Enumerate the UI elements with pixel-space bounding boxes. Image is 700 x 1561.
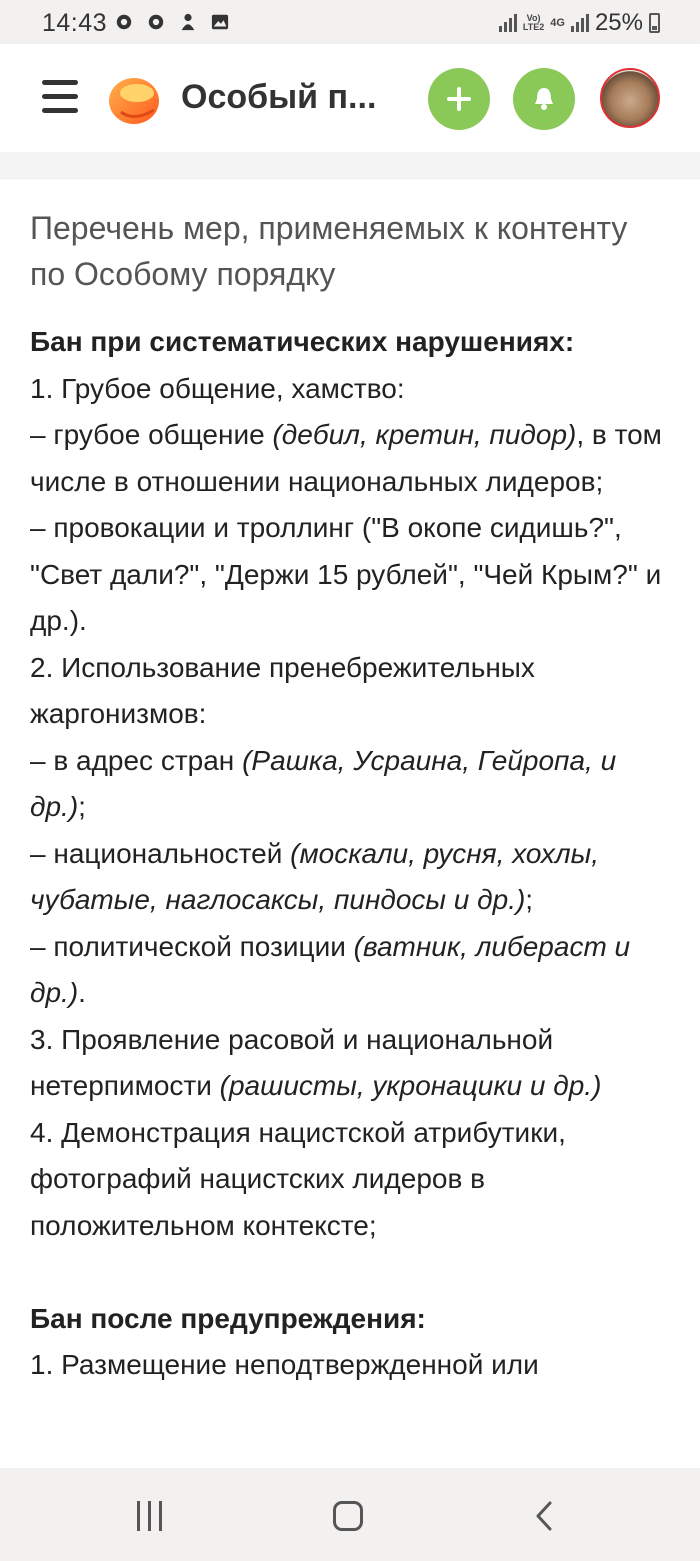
text-span: ;	[525, 884, 534, 915]
list-item	[30, 738, 670, 831]
battery-percent: 25%	[594, 9, 643, 36]
signal-icon	[571, 14, 589, 32]
app-header	[0, 44, 700, 152]
plus-icon	[446, 86, 472, 112]
post-content	[30, 205, 670, 1389]
status-notifications	[114, 13, 230, 31]
home-icon[interactable]	[333, 1501, 363, 1531]
list-item: 1. Грубое общение, хамство:	[30, 372, 405, 404]
text-span: .	[78, 977, 86, 1008]
hamburger-icon[interactable]	[42, 80, 78, 114]
text-span: 3. Проявление расовой и национальной нетерпимости	[30, 1023, 554, 1101]
example-words: (Рашка, Усраина, Гейропа, и др.)	[30, 744, 617, 822]
notification-icon	[146, 13, 166, 31]
back-icon[interactable]	[534, 1501, 554, 1531]
example-words: (москали, русня, хохлы, чубатые, наглосаксы, пиндосы и др.)	[30, 837, 600, 915]
page-title[interactable]: Особый п...	[181, 78, 377, 116]
lte-label: LTE2	[522, 22, 545, 32]
notifications-button[interactable]	[513, 68, 575, 130]
example-words: (рашисты, укронацики и др.)	[219, 1070, 602, 1101]
image-icon	[210, 13, 230, 31]
list-item	[30, 831, 670, 924]
bell-icon	[532, 86, 556, 112]
list-item: 2. Использование пренебрежительных жаргонизмов:	[30, 651, 535, 729]
app-logo[interactable]	[106, 70, 162, 126]
status-right	[499, 9, 660, 37]
volte-label: Vo)	[526, 13, 541, 23]
example-words: (дебил, кретин, пидор)	[272, 419, 577, 450]
status-time: 14:43	[42, 9, 108, 37]
text-span: ;	[78, 791, 86, 822]
post-title: Перечень мер, применяемых к контенту по Особому порядку	[30, 210, 628, 292]
list-item: 4. Демонстрация нацистской атрибутики, фотографий нацистских лидеров в положительном контексте;	[30, 1116, 566, 1241]
list-item: – провокации и троллинг ("В окопе сидишь?", "Свет дали?", "Держи 15 рублей", "Чей Крым?" и др.).	[30, 512, 662, 636]
signal-icon	[499, 14, 517, 32]
list-item: 1. Размещение неподтвержденной или	[30, 1349, 539, 1380]
example-words: (ватник, либераст и др.)	[30, 930, 631, 1008]
recent-apps-icon[interactable]	[137, 1501, 162, 1531]
notification-icon	[178, 13, 198, 31]
text-span: – в адрес стран	[30, 744, 243, 776]
header-divider	[0, 152, 700, 179]
network-label	[523, 14, 544, 32]
list-item	[30, 412, 670, 505]
avatar[interactable]	[600, 68, 660, 128]
text-span: , в том числе в отношении национальных лидеров;	[30, 419, 662, 497]
text-span: – политической позиции	[30, 930, 354, 962]
text-span: – национальностей	[30, 837, 291, 869]
status-bar	[0, 0, 700, 44]
section-heading: Бан при систематических нарушениях:	[30, 326, 575, 357]
battery-icon	[649, 13, 660, 33]
add-button[interactable]	[428, 68, 490, 130]
section-heading: Бан после предупреждения:	[30, 1302, 426, 1334]
spacer	[30, 1249, 670, 1296]
notification-icon	[114, 13, 134, 31]
list-item	[30, 924, 670, 1017]
list-item	[30, 1017, 670, 1110]
text-span: – грубое общение	[30, 419, 273, 450]
system-nav-bar	[0, 1468, 700, 1561]
network-type: 4G	[550, 16, 565, 29]
